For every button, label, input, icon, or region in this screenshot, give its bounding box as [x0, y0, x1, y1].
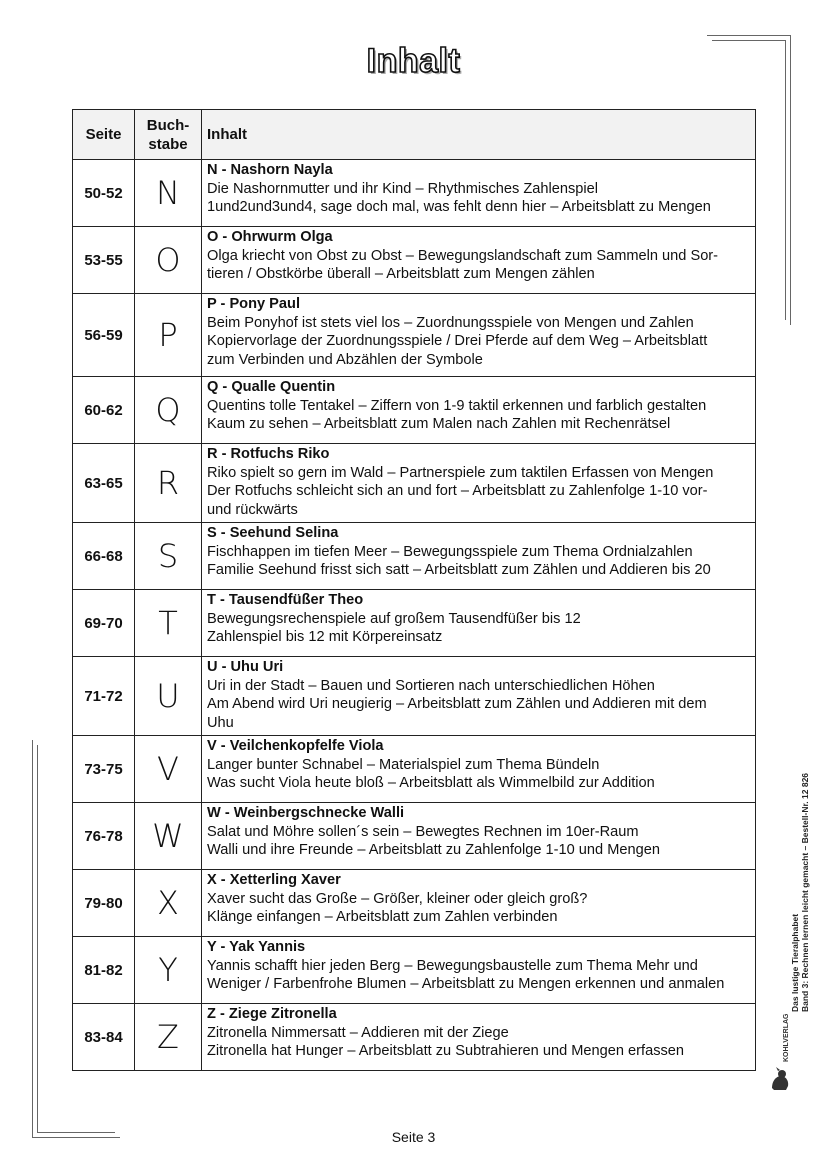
chapter-title: R - Rotfuchs Riko [207, 446, 330, 462]
chapter-description-line: Uhu [207, 714, 234, 731]
alphabet-letter: Z [135, 1004, 202, 1071]
chapter-description-line: zum Verbinden und Abzählen der Symbole [207, 351, 483, 368]
alphabet-letter: Q [135, 377, 202, 444]
chapter-title: Q - Qualle Quentin [207, 379, 336, 395]
chapter-title: P - Pony Paul [207, 296, 300, 312]
header-buchstabe-line1: Buch- [146, 116, 190, 134]
chapter-description-line: und rückwärts [207, 501, 298, 518]
chapter-title: Z - Ziege Zitronella [207, 1006, 337, 1022]
alphabet-letter: S [135, 523, 202, 590]
chapter-title: O - Ohrwurm Olga [207, 229, 333, 245]
chapter-description-line: Langer bunter Schnabel – Materialspiel zum Thema Bündeln [207, 756, 600, 773]
chapter-content [202, 227, 756, 294]
page-number: Seite 3 [391, 1129, 436, 1145]
table-row [73, 590, 756, 657]
table-row [73, 444, 756, 523]
table-row [73, 870, 756, 937]
page-title: Inhalt [366, 42, 461, 80]
table-row [73, 1004, 756, 1071]
chapter-description-line: Familie Seehund frisst sich satt – Arbeitsblatt zum Zählen und Addieren bis 20 [207, 562, 711, 578]
page-range: 79-80 [73, 870, 135, 937]
chapter-title: N - Nashorn Nayla [207, 162, 333, 178]
chapter-title: Y - Yak Yannis [207, 939, 306, 955]
alphabet-letter: U [135, 657, 202, 736]
chapter-title: W - Weinbergschnecke Walli [207, 805, 405, 821]
alphabet-letter: W [135, 803, 202, 870]
chapter-description-line: Kopiervorlage der Zuordnungsspiele / Drei Pferde auf dem Weg – Arbeitsblatt [207, 333, 708, 349]
frame-line-right-inner [785, 40, 786, 320]
chapter-content [202, 1004, 756, 1071]
table-row [73, 294, 756, 377]
table-row [73, 523, 756, 590]
table-row [73, 736, 756, 803]
chapter-description-line: Riko spielt so gern im Wald – Partnerspiele zum taktilen Erfassen von Mengen [207, 464, 714, 481]
page-range: 81-82 [73, 937, 135, 1004]
chapter-description-line: 1und2und3und4, sage doch mal, was fehlt denn hier – Arbeitsblatt zu Mengen [207, 199, 711, 215]
page-range: 69-70 [73, 590, 135, 657]
table-row [73, 377, 756, 444]
chapter-description-line: Die Nashornmutter und ihr Kind – Rhythmisches Zahlenspiel [207, 180, 598, 197]
chapter-description-line: tieren / Obstkörbe überall – Arbeitsblatt zum Mengen zählen [207, 266, 595, 282]
header-seite: Seite [73, 110, 135, 160]
alphabet-letter: Y [135, 937, 202, 1004]
chapter-description-line: Weniger / Farbenfrohe Blumen – Arbeitsblatt zu Mengen erkennen und anmalen [207, 976, 725, 992]
header-buchstabe-line2: stabe [148, 135, 188, 153]
contents-table [72, 109, 756, 1071]
alphabet-letter: T [135, 590, 202, 657]
chapter-description-line: Yannis schafft hier jeden Berg – Bewegungsbaustelle zum Thema Mehr und [207, 957, 698, 974]
chapter-description-line: Zahlenspiel bis 12 mit Körpereinsatz [207, 629, 443, 645]
table-row [73, 160, 756, 227]
chapter-content [202, 377, 756, 444]
frame-line-top [707, 35, 791, 36]
chapter-description-line: Kaum zu sehen – Arbeitsblatt zum Malen nach Zahlen mit Rechenrätsel [207, 416, 671, 432]
chapter-content [202, 444, 756, 523]
alphabet-letter: X [135, 870, 202, 937]
chapter-description-line: Uri in der Stadt – Bauen und Sortieren nach unterschiedlichen Höhen [207, 677, 655, 694]
table-header-row [73, 110, 756, 160]
chapter-description-line: Fischhappen im tiefen Meer – Bewegungsspiele zum Thema Ordnialzahlen [207, 543, 693, 560]
page-range: 73-75 [73, 736, 135, 803]
chapter-content [202, 937, 756, 1004]
book-info-sidebar [790, 692, 810, 1012]
chapter-content [202, 657, 756, 736]
chapter-content [202, 523, 756, 590]
alphabet-letter: V [135, 736, 202, 803]
chapter-content [202, 294, 756, 377]
chapter-description-line: Walli und ihre Freunde – Arbeitsblatt zu Zahlenfolge 1-10 und Mengen [207, 842, 660, 858]
chapter-description-line: Zitronella hat Hunger – Arbeitsblatt zu Subtrahieren und Mengen erfassen [207, 1043, 685, 1059]
chapter-description-line: Bewegungsrechenspiele auf großem Tausendfüßer bis 12 [207, 610, 581, 627]
frame-line-top-inner [712, 40, 786, 41]
page-range: 60-62 [73, 377, 135, 444]
chapter-content [202, 590, 756, 657]
chapter-content [202, 160, 756, 227]
chapter-description-line: Quentins tolle Tentakel – Ziffern von 1-9 taktil erkennen und farblich gestalten [207, 397, 707, 414]
alphabet-letter: N [135, 160, 202, 227]
chapter-title: X - Xetterling Xaver [207, 872, 341, 888]
chapter-description-line: Olga kriecht von Obst zu Obst – Bewegungslandschaft zum Sammeln und Sor- [207, 247, 719, 264]
table-row [73, 227, 756, 294]
frame-line-left-inner [37, 745, 38, 1133]
alphabet-letter: O [135, 227, 202, 294]
page-range: 66-68 [73, 523, 135, 590]
chapter-description-line: Beim Ponyhof ist stets viel los – Zuordnungsspiele von Mengen und Zahlen [207, 314, 694, 331]
chapter-title: T - Tausendfüßer Theo [207, 592, 364, 608]
page-range: 76-78 [73, 803, 135, 870]
page-range: 56-59 [73, 294, 135, 377]
book-series-title: Das lustige Tieralphabet [790, 913, 800, 1012]
chapter-content [202, 803, 756, 870]
chapter-description-line: Salat und Möhre sollen´s sein – Bewegtes Rechnen im 10er-Raum [207, 823, 639, 840]
frame-line-left [32, 740, 33, 1138]
chapter-title: V - Veilchenkopfelfe Viola [207, 738, 384, 754]
table-row [73, 803, 756, 870]
publisher-name: KOHLVERLAG [783, 1013, 790, 1062]
chapter-description-line: Klänge einfangen – Arbeitsblatt zum Zahlen verbinden [207, 909, 558, 925]
chapter-description-line: Was sucht Viola heute bloß – Arbeitsblatt als Wimmelbild zur Addition [207, 775, 655, 791]
header-inhalt: Inhalt [202, 110, 756, 160]
chapter-description-line: Der Rotfuchs schleicht sich an und fort – Arbeitsblatt zu Zahlenfolge 1-10 vor- [207, 483, 708, 499]
table-row [73, 937, 756, 1004]
page-range: 83-84 [73, 1004, 135, 1071]
chapter-title: U - Uhu Uri [207, 659, 284, 675]
alphabet-letter: R [135, 444, 202, 523]
table-row [73, 657, 756, 736]
page-range: 53-55 [73, 227, 135, 294]
page-range: 50-52 [73, 160, 135, 227]
alphabet-letter: P [135, 294, 202, 377]
book-volume-order: Band 3: Rechnen lernen leicht gemacht – Bestell-Nr. 12 826 [800, 772, 810, 1012]
table-body [73, 160, 756, 1071]
chapter-content [202, 870, 756, 937]
chapter-description-line: Zitronella Nimmersatt – Addieren mit der Ziege [207, 1024, 509, 1041]
page-range: 71-72 [73, 657, 135, 736]
chapter-title: S - Seehund Selina [207, 525, 339, 541]
header-buchstabe [135, 110, 202, 160]
chapter-description-line: Xaver sucht das Große – Größer, kleiner oder gleich groß? [207, 890, 588, 907]
page-range: 63-65 [73, 444, 135, 523]
publisher-logo-icon [769, 1066, 791, 1092]
chapter-content [202, 736, 756, 803]
chapter-description-line: Am Abend wird Uri neugierig – Arbeitsblatt zum Zählen und Addieren mit dem [207, 696, 707, 712]
